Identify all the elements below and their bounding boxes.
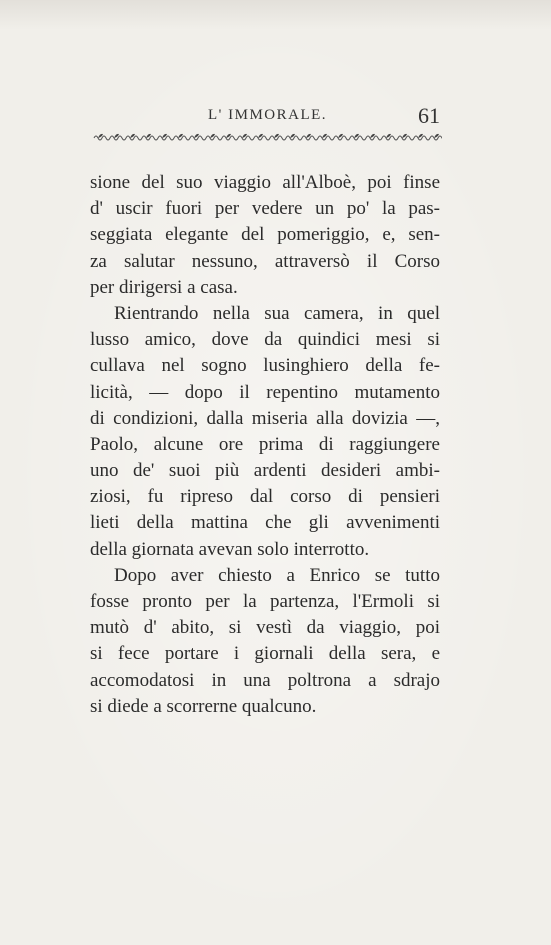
running-title: L' IMMORALE. xyxy=(208,107,328,123)
text-line: cullava nel sogno lusinghiero della fe- xyxy=(90,355,440,377)
running-head xyxy=(0,103,551,133)
text-line: per dirigersi a casa. xyxy=(90,276,238,298)
text-line: lusso amico, dove da quindici mesi si xyxy=(90,329,440,351)
text-line: ziosi, fu ripreso dal corso di pensieri xyxy=(90,486,440,508)
ornament-vine xyxy=(94,136,442,140)
text-line: fosse pronto per la partenza, l'Ermoli si xyxy=(90,591,440,612)
ornament-graphic xyxy=(92,131,442,145)
text-line: sione del suo viaggio all'Alboè, poi finse xyxy=(90,172,440,193)
text-line: di condizioni, dalla miseria alla dovizia —, xyxy=(90,407,440,429)
text-line: Rientrando nella sua camera, in quel xyxy=(114,302,440,324)
page-number: 61 xyxy=(418,103,440,128)
text-line: della giornata avevan solo interrotto. xyxy=(90,538,370,560)
text-line: accomodatosi in una poltrona a sdrajo xyxy=(90,669,440,691)
text-line: seggiata elegante del pomeriggio, e, sen- xyxy=(90,224,440,246)
text-line: za salutar nessuno, attraversò il Corso xyxy=(90,250,440,272)
text-line: d' uscir fuori per vedere un po' la pas- xyxy=(90,198,440,220)
page-top-edge xyxy=(0,0,551,30)
body-text xyxy=(90,170,440,720)
text-line: si diede a scorrerne qualcuno. xyxy=(90,695,317,717)
text-line: Paolo, alcune ore prima di raggiungere xyxy=(90,433,440,455)
text-line: licità, — dopo il repentino mutamento xyxy=(90,381,440,403)
text-line: Dopo aver chiesto a Enrico se tutto xyxy=(114,564,440,586)
text-line: lieti della mattina che gli avvenimenti xyxy=(90,512,440,534)
ornamental-rule xyxy=(92,131,442,145)
text-line: si fece portare i giornali della sera, e xyxy=(90,643,440,665)
text-line: uno de' suoi più ardenti desideri ambi- xyxy=(90,460,440,482)
text-line: mutò d' abito, si vestì da viaggio, poi xyxy=(90,617,440,639)
